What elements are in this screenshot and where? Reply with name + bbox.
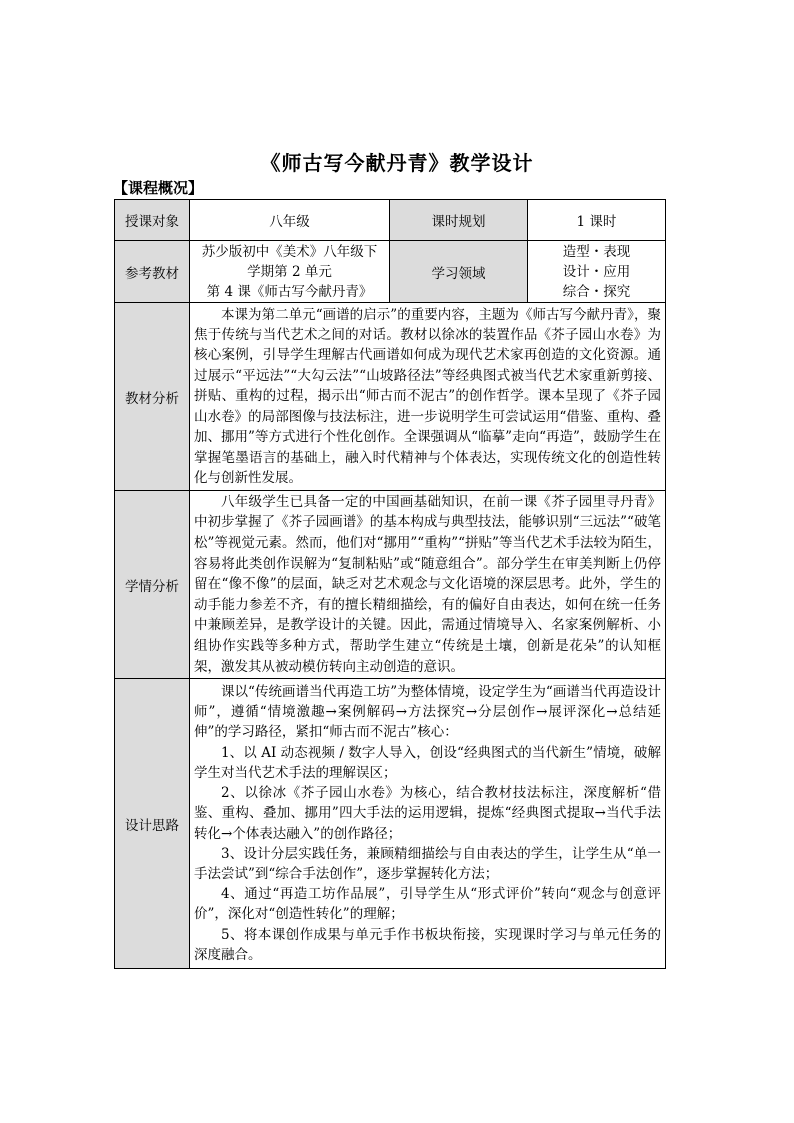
design-paragraph: 2、以徐冰《芥子园山水卷》为核心，结合教材技法标注，深度解析“借鉴、重构、叠加、挪用”四大手法的运用逻辑，提炼“经典图式提取→当代手法转化→个体表达融入”的创作路径；	[194, 785, 661, 842]
value-class-hours: 1 课时	[528, 200, 666, 241]
design-paragraph: 3、设计分层实践任务，兼顾精细描绘与自由表达的学生，让学生从“单一手法尝试”到“综合手法创作”，逐步掌握转化方法；	[194, 845, 661, 882]
textbook-line: 学期第 2 单元	[247, 263, 332, 280]
label-design-idea: 设计思路	[115, 679, 190, 969]
textbook-line: 苏少版初中《美术》八年级下	[201, 243, 378, 260]
domain-line: 综合・探究	[562, 283, 631, 300]
domain-line: 设计・应用	[562, 263, 631, 280]
row-textbook-analysis	[115, 303, 666, 491]
document-title: 《师古写今献丹青》教学设计	[260, 151, 534, 175]
design-idea-cell	[190, 679, 666, 969]
label-textbook-analysis: 教材分析	[115, 303, 190, 491]
textbook-line: 第 4 课《师古写今献丹青》	[206, 283, 373, 300]
value-textbook	[190, 241, 390, 303]
student-analysis-cell	[190, 491, 666, 679]
design-paragraph: 课以“传统画谱当代再造工坊”为整体情境，设定学生为“画谱当代再造设计师”，遵循“情境激趣→案例解码→方法探究→分层创作→展评深化→总结延伸”的学习路径，紧扣“师古而不泥古”核心：	[194, 684, 661, 741]
row-student-analysis	[115, 491, 666, 679]
value-audience: 八年级	[190, 200, 390, 241]
textbook-analysis-text: 本课为第二单元“画谱的启示”的重要内容，主题为《师古写今献丹青》，聚焦于传统与当代艺术之间的对话。教材以徐冰的装置作品《芥子园山水卷》为核心案例，引导学生理解古代画谱如何成为现代艺术家再创造的文化资源。通过展示“平远法”“大勾云法”“山坡路径法”等经典图式被当代艺术家重新剪接、拼贴、重构的过程，揭示出“师古而不泥古”的创作哲学。课本呈现了《芥子园山水卷》的局部图像与技法标注，进一步说明学生可尝试运用“借鉴、重构、叠加、挪用”等方式进行个性化创作。全课强调从“临摹”走向“再造”，鼓励学生在掌握笔墨语言的基础上，融入时代精神与个体表达，实现传统文化的创造性转化与创新性发展。	[194, 306, 661, 486]
design-idea-text	[194, 682, 661, 965]
row-audience	[115, 200, 666, 241]
student-analysis-text: 八年级学生已具备一定的中国画基础知识，在前一课《芥子园里寻丹青》中初步掌握了《芥子园画谱》的基本构成与典型技法，能够识别“三远法”“破笔松”等视觉元素。然而，他们对“挪用”“重构”“拼贴”等当代艺术手法较为陌生，容易将此类创作误解为“复制粘贴”或“随意组合”。部分学生在审美判断上仍停留在“像不像”的层面，缺乏对艺术观念与文化语境的深层思考。此外，学生的动手能力参差不齐，有的擅长精细描绘，有的偏好自由表达，如何在统一任务中兼顾差异，是教学设计的关键。因此，需通过情境导入、名家案例解析、小组协作实践等多种方式，帮助学生建立“传统是土壤，创新是花朵”的认知框架，激发其从被动模仿转向主动创造的意识。	[194, 493, 661, 675]
design-paragraph: 1、以 AI 动态视频 / 数字人导入，创设“经典图式的当代新生”情境，破解学生对当代艺术手法的理解误区；	[194, 744, 661, 781]
label-learning-domain: 学习领域	[390, 241, 528, 303]
domain-line: 造型・表现	[562, 243, 631, 260]
label-class-hours: 课时规划	[390, 200, 528, 241]
design-paragraph: 4、通过“再造工坊作品展”，引导学生从“形式评价”转向“观念与创意评价”，深化对“创造性转化”的理解；	[194, 886, 661, 923]
value-learning-domain	[528, 241, 666, 303]
course-overview-table	[114, 199, 666, 969]
design-paragraph: 5、将本课创作成果与单元手作书板块衔接，实现课时学习与单元任务的深度融合。	[194, 926, 661, 963]
row-textbook	[115, 241, 666, 303]
row-design-idea	[115, 679, 666, 969]
textbook-analysis-cell	[190, 303, 666, 491]
label-textbook: 参考教材	[115, 241, 190, 303]
label-audience: 授课对象	[115, 200, 190, 241]
label-student-analysis: 学情分析	[115, 491, 190, 679]
section-heading: 【课程概况】	[113, 179, 204, 197]
